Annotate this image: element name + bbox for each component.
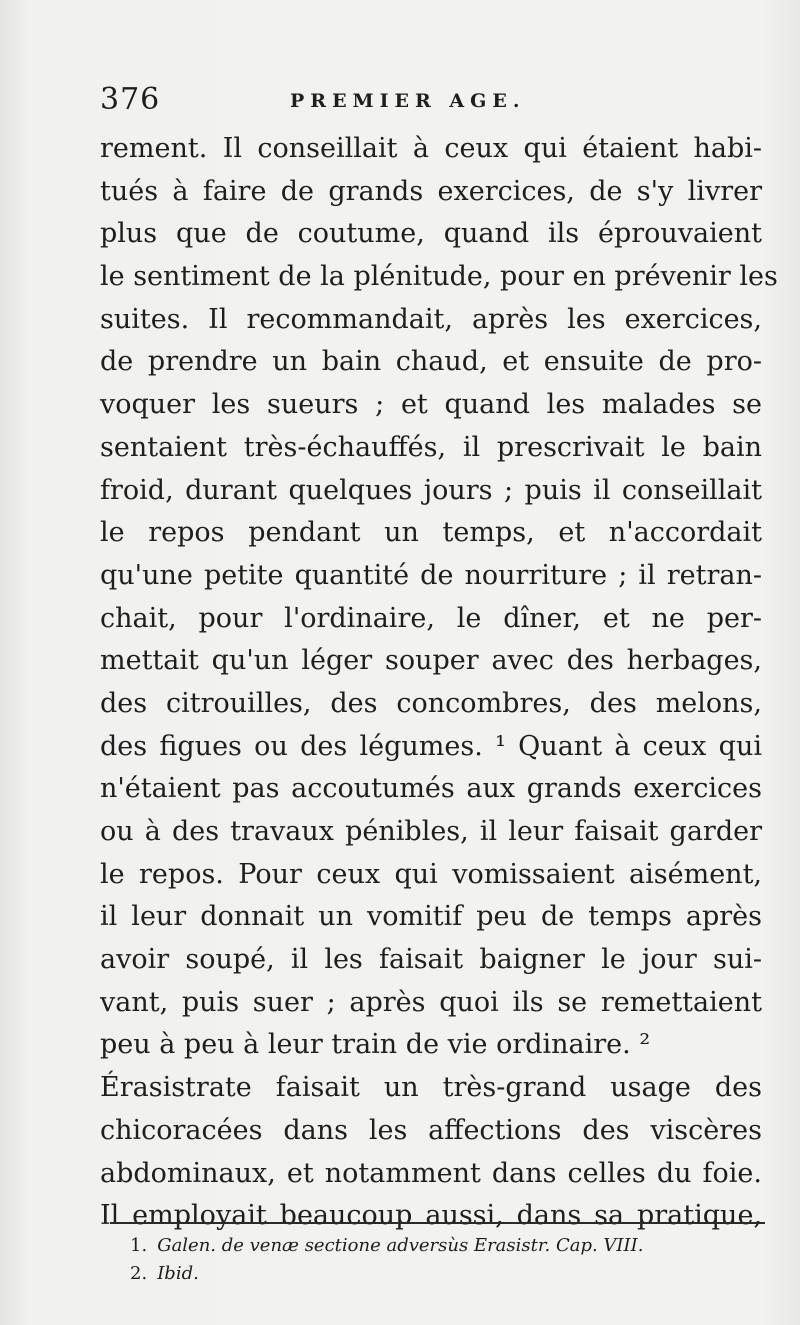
text-line: mettait qu'un léger souper avec des herbages, <box>100 645 762 677</box>
text-line: n'étaient pas accoutumés aux grands exercices <box>100 773 762 805</box>
text-line: il leur donnait un vomitif peu de temps après <box>100 901 762 933</box>
footnote-divider <box>110 1222 765 1224</box>
text-line: ou à des travaux pénibles, il leur faisait garder <box>100 816 762 847</box>
text-line: Érasistrate faisait un très-grand usage des <box>100 1072 762 1104</box>
text-line: le sentiment de la plénitude, pour en prévenir les <box>100 261 778 293</box>
text-line: abdominaux, et notamment dans celles du foie. <box>100 1157 762 1189</box>
footnote-text: Galen. de venæ sectione adversùs Erasistr. Cap. VIII. <box>157 1235 644 1256</box>
text-line: vant, puis suer ; après quoi ils se remettaient <box>100 986 762 1018</box>
footnotes <box>130 1232 770 1288</box>
page-number: 376 <box>100 82 161 117</box>
footnote <box>130 1260 770 1288</box>
footnote-number: 2. <box>130 1263 148 1284</box>
text-line: chicoracées dans les affections des viscères <box>100 1114 762 1146</box>
text-line: avoir soupé, il les faisait baigner le jour sui- <box>100 944 762 976</box>
page-header <box>100 82 762 122</box>
text-line: sentaient très-échauffés, il prescrivait le bain <box>100 431 762 463</box>
footnote-text: Ibid. <box>157 1263 199 1284</box>
footnote-number: 1. <box>130 1235 148 1256</box>
text-line: qu'une petite quantité de nourriture ; il retran- <box>100 559 762 591</box>
text-line: rement. Il conseillait à ceux qui étaient habi- <box>100 133 762 164</box>
running-head: PREMIER AGE. <box>290 90 526 112</box>
text-line: Il employait beaucoup aussi, dans sa pratique, <box>100 1200 762 1232</box>
body-text <box>100 128 778 1238</box>
text-line: chait, pour l'ordinaire, le dîner, et ne per- <box>100 602 762 634</box>
text-line: le repos. Pour ceux qui vomissaient aisément, <box>100 858 762 890</box>
text-line: des citrouilles, des concombres, des melons, <box>100 687 762 719</box>
text-line: suites. Il recommandait, après les exercices, <box>100 303 762 335</box>
text-line: peu à peu à leur train de vie ordinaire. ² <box>100 1029 651 1061</box>
text-line: voquer les sueurs ; et quand les malades se <box>100 389 762 421</box>
footnote <box>130 1232 770 1260</box>
text-line: le repos pendant un temps, et n'accordait <box>100 517 762 549</box>
text-line: des figues ou des légumes. ¹ Quant à ceux qui <box>100 730 762 762</box>
text-line: de prendre un bain chaud, et ensuite de pro- <box>100 346 762 378</box>
text-line: tués à faire de grands exercices, de s'y livrer <box>100 175 762 207</box>
text-line: plus que de coutume, quand ils éprouvaient <box>100 218 762 250</box>
text-line: froid, durant quelques jours ; puis il conseillait <box>100 474 762 506</box>
